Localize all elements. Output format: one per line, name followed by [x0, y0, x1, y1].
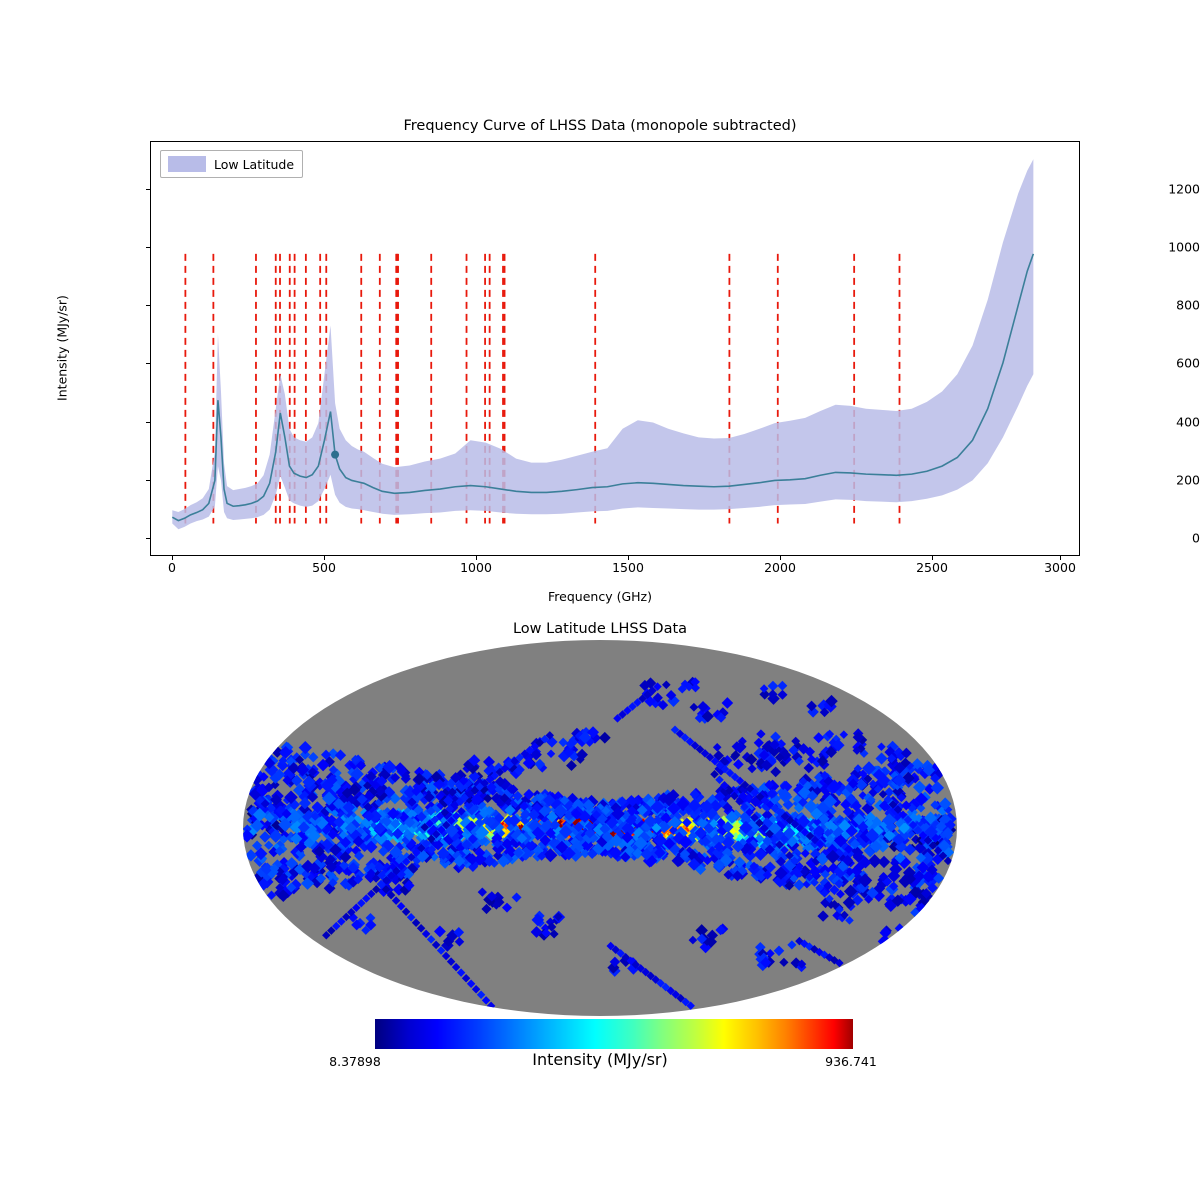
y-axis-label: Intensity (MJy/sr): [54, 295, 70, 401]
spectrum-plot-area: [150, 141, 1080, 556]
x-tick-label: 2000: [764, 560, 796, 575]
y-tick-label: 400: [1176, 414, 1200, 430]
colorbar-gradient: [375, 1019, 853, 1049]
x-tick-mark: [628, 556, 629, 560]
y-tick-label: 1200: [1168, 181, 1200, 197]
x-tick-mark: [780, 556, 781, 560]
colorbar: [375, 1019, 853, 1049]
data-point-markers: [331, 451, 339, 459]
colorbar-label: Intensity (MJy/sr): [532, 1050, 668, 1069]
x-tick-mark: [1060, 556, 1061, 560]
y-tick-label: 200: [1176, 472, 1200, 488]
x-tick-label: 1500: [612, 560, 644, 575]
y-tick-label: 1000: [1168, 239, 1200, 255]
spectrum-svg: [151, 142, 1079, 555]
legend-swatch-low-latitude: [168, 156, 206, 172]
x-tick-mark: [324, 556, 325, 560]
colorbar-max-label: 936.741: [825, 1054, 877, 1069]
spectrum-title: Frequency Curve of LHSS Data (monopole subtracted): [403, 118, 797, 134]
uncertainty-band: [172, 156, 1033, 529]
map-title: Low Latitude LHSS Data: [512, 621, 688, 637]
x-tick-label: 1000: [460, 560, 492, 575]
legend-label-low-latitude: Low Latitude: [214, 156, 295, 172]
x-axis-label: Frequency (GHz): [548, 589, 652, 604]
x-tick-mark: [932, 556, 933, 560]
y-tick-label: 800: [1176, 297, 1200, 313]
x-tick-label: 3000: [1044, 560, 1076, 575]
colorbar-min-label: 8.37898: [329, 1054, 381, 1069]
legend: [160, 150, 303, 178]
x-tick-label: 2500: [916, 560, 948, 575]
x-tick-mark: [172, 556, 173, 560]
y-tick-label: 0: [1192, 530, 1200, 546]
x-tick-label: 0: [168, 560, 176, 575]
map-panel: [0, 610, 1200, 1200]
data-point-marker: [331, 451, 339, 459]
mollweide-sky-map: [240, 638, 960, 1018]
x-tick-label: 500: [312, 560, 336, 575]
x-tick-mark: [476, 556, 477, 560]
y-tick-label: 600: [1176, 355, 1200, 371]
